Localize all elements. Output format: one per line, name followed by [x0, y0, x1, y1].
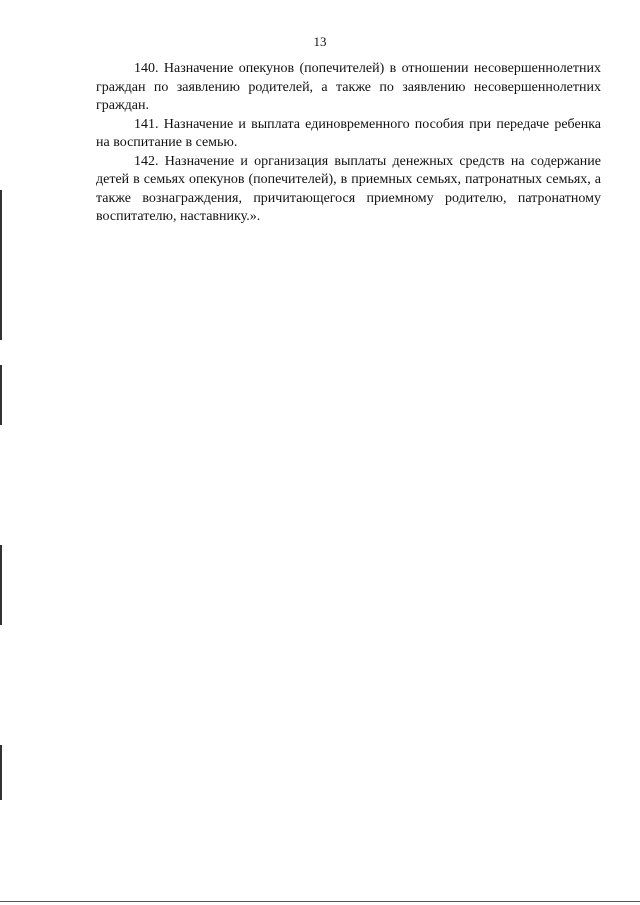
scan-bottom-edge [0, 901, 640, 902]
scan-edge-mark [0, 365, 2, 425]
page-number: 13 [313, 34, 327, 49]
list-item-140: 140. Назначение опекунов (попечителей) в отношении несовершеннолетних граждан по заявлению родителей, а также по заявлению несовершеннолетних граждан. [96, 61, 601, 113]
scan-edge-mark [0, 545, 2, 625]
scan-edge-mark [0, 190, 2, 340]
scan-edge-mark [0, 745, 2, 800]
list-item-141: 141. Назначение и выплата единовременного пособия при передаче ребенка на воспитание в семью. [96, 116, 601, 150]
document-body [96, 60, 601, 227]
list-item-142: 142. Назначение и организация выплаты денежных средств на содержание детей в семьях опекунов (попечителей), в приемных семьях, патронатных семьях, а также вознаграждения, причитающегося приемному родителю, патронатному воспитателю, наставнику.». [96, 153, 601, 224]
